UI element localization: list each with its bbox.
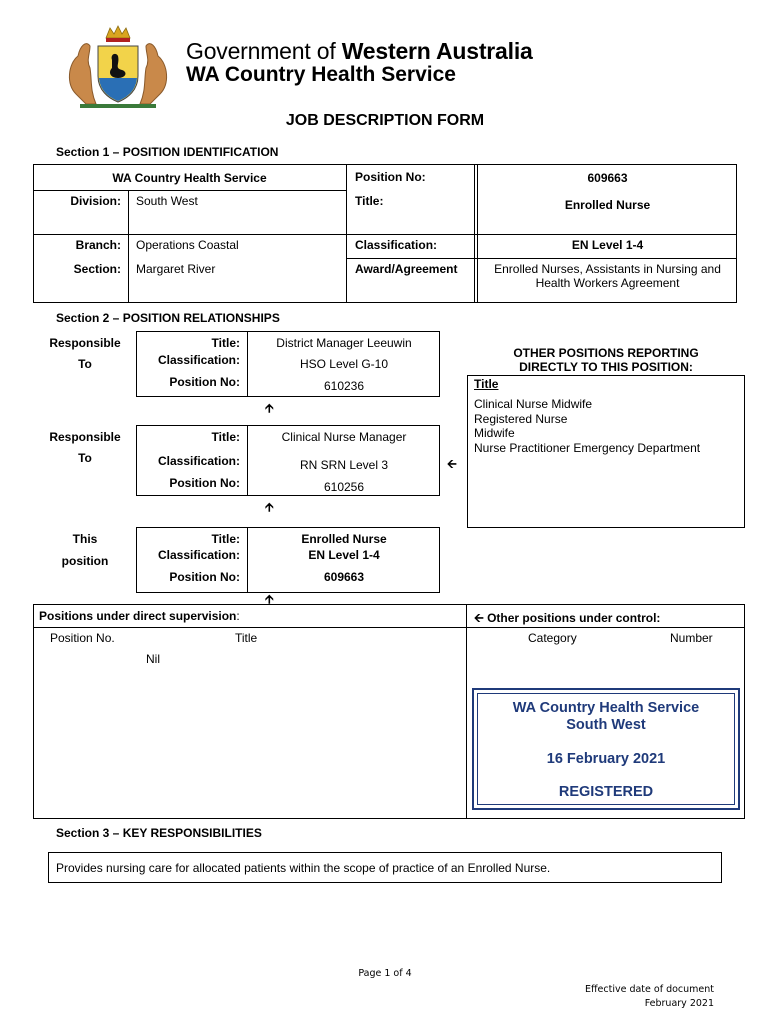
box1-title-value: District Manager Leeuwin (276, 336, 412, 350)
up-arrow-icon: 🡩 (265, 401, 274, 415)
responsible-label-2: Responsible (49, 430, 121, 444)
box2-title-value: Clinical Nurse Manager (281, 430, 407, 444)
effective-date-value: February 2021 (644, 998, 714, 1009)
supervision-label-colon: : (236, 609, 240, 623)
other-positions-heading-line2: DIRECTLY TO THIS POSITION: (519, 360, 693, 374)
box3-classification-label: Classification: (157, 548, 240, 562)
box1-position-no-label: Position No: (169, 375, 240, 389)
key-responsibilities-text: Provides nursing care for allocated patients within the scope of practice of an Enrolled Nurse. (56, 861, 551, 875)
other-control-label: 🡨 Other positions under control: (474, 611, 661, 625)
registered-stamp (472, 688, 740, 810)
section2-heading: Section 2 – POSITION RELATIONSHIPS (56, 311, 280, 325)
box2-title-label: Title: (211, 430, 240, 444)
list-item: Clinical Nurse Midwife (474, 397, 593, 411)
box2-position-no-value: 610256 (323, 480, 365, 494)
award-value: Enrolled Nurses, Assistants in Nursing and Health Workers Agreement (494, 262, 721, 290)
section-value: Margaret River (136, 262, 216, 276)
col-category: Category (528, 631, 577, 645)
box2-classification-value: RN SRN Level 3 (299, 458, 389, 472)
list-item: Midwife (474, 426, 515, 440)
other-positions-list (474, 397, 700, 455)
stamp-status: REGISTERED (558, 784, 654, 800)
list-item: Nurse Practitioner Emergency Department (474, 440, 701, 455)
responsible-to-label-1: To (78, 357, 92, 371)
col-title: Title (235, 631, 258, 645)
up-arrow-icon: 🡩 (265, 592, 274, 606)
award-label: Award/Agreement (355, 262, 458, 276)
header-government-bold: Western Australia (341, 38, 533, 64)
box1-classification-value: HSO Level G-10 (299, 357, 389, 371)
wa-government-crest-logo (56, 24, 180, 110)
box3-title-label: Title: (211, 532, 240, 546)
stamp-org: WA Country Health Service (512, 700, 700, 716)
other-positions-heading (470, 346, 742, 374)
header-government-title (186, 38, 533, 65)
title-label: Title: (355, 194, 384, 208)
supervision-label (39, 609, 240, 623)
stamp-region: South West (566, 717, 646, 733)
section3-heading: Section 3 – KEY RESPONSIBILITIES (56, 826, 262, 840)
box1-position-no-value: 610236 (323, 379, 365, 393)
form-title: JOB DESCRIPTION FORM (285, 112, 485, 129)
section1-heading: Section 1 – POSITION IDENTIFICATION (56, 145, 279, 159)
col-position-no: Position No. (50, 631, 115, 645)
box3-classification-value: EN Level 1-4 (308, 548, 380, 562)
org-name: WA Country Health Service (112, 171, 267, 185)
section-label: Section: (73, 262, 121, 276)
branch-value: Operations Coastal (136, 238, 239, 252)
classification-label: Classification: (355, 238, 438, 252)
supervision-label-text: Positions under direct supervision (39, 609, 237, 623)
box3-title-value: Enrolled Nurse (301, 532, 387, 546)
left-arrow-icon: 🡨 (447, 457, 457, 471)
header-government-regular: Government of (186, 38, 342, 64)
branch-label: Branch: (75, 238, 121, 252)
position-no-label: Position No: (355, 170, 426, 184)
this-label: This (72, 532, 98, 546)
box3-position-no-value: 609663 (323, 570, 365, 584)
box1-classification-label: Classification: (157, 353, 240, 367)
nil-value: Nil (146, 652, 160, 666)
col-number: Number (670, 631, 713, 645)
stamp-date: 16 February 2021 (546, 751, 666, 767)
box1-title-label: Title: (211, 336, 240, 350)
responsible-to-label-2: To (78, 451, 92, 465)
box2-position-no-label: Position No: (169, 476, 240, 490)
position-no-value: 609663 (587, 171, 628, 185)
division-label: Division: (70, 194, 121, 208)
up-arrow-icon: 🡩 (265, 500, 274, 514)
page-number: Page 1 of 4 (358, 968, 412, 979)
other-positions-title-label: Title (474, 377, 499, 391)
division-value: South West (136, 194, 198, 208)
header-agency-title: WA Country Health Service (186, 63, 456, 86)
other-positions-heading-line1: OTHER POSITIONS REPORTING (513, 346, 699, 360)
list-item: Registered Nurse (474, 411, 568, 426)
responsible-label-1: Responsible (49, 336, 121, 350)
box3-position-no-label: Position No: (169, 570, 240, 584)
position-label: position (61, 554, 109, 568)
title-value: Enrolled Nurse (564, 198, 651, 212)
classification-value: EN Level 1-4 (571, 238, 644, 252)
box2-classification-label: Classification: (157, 454, 240, 468)
effective-date-label: Effective date of document (584, 984, 714, 995)
